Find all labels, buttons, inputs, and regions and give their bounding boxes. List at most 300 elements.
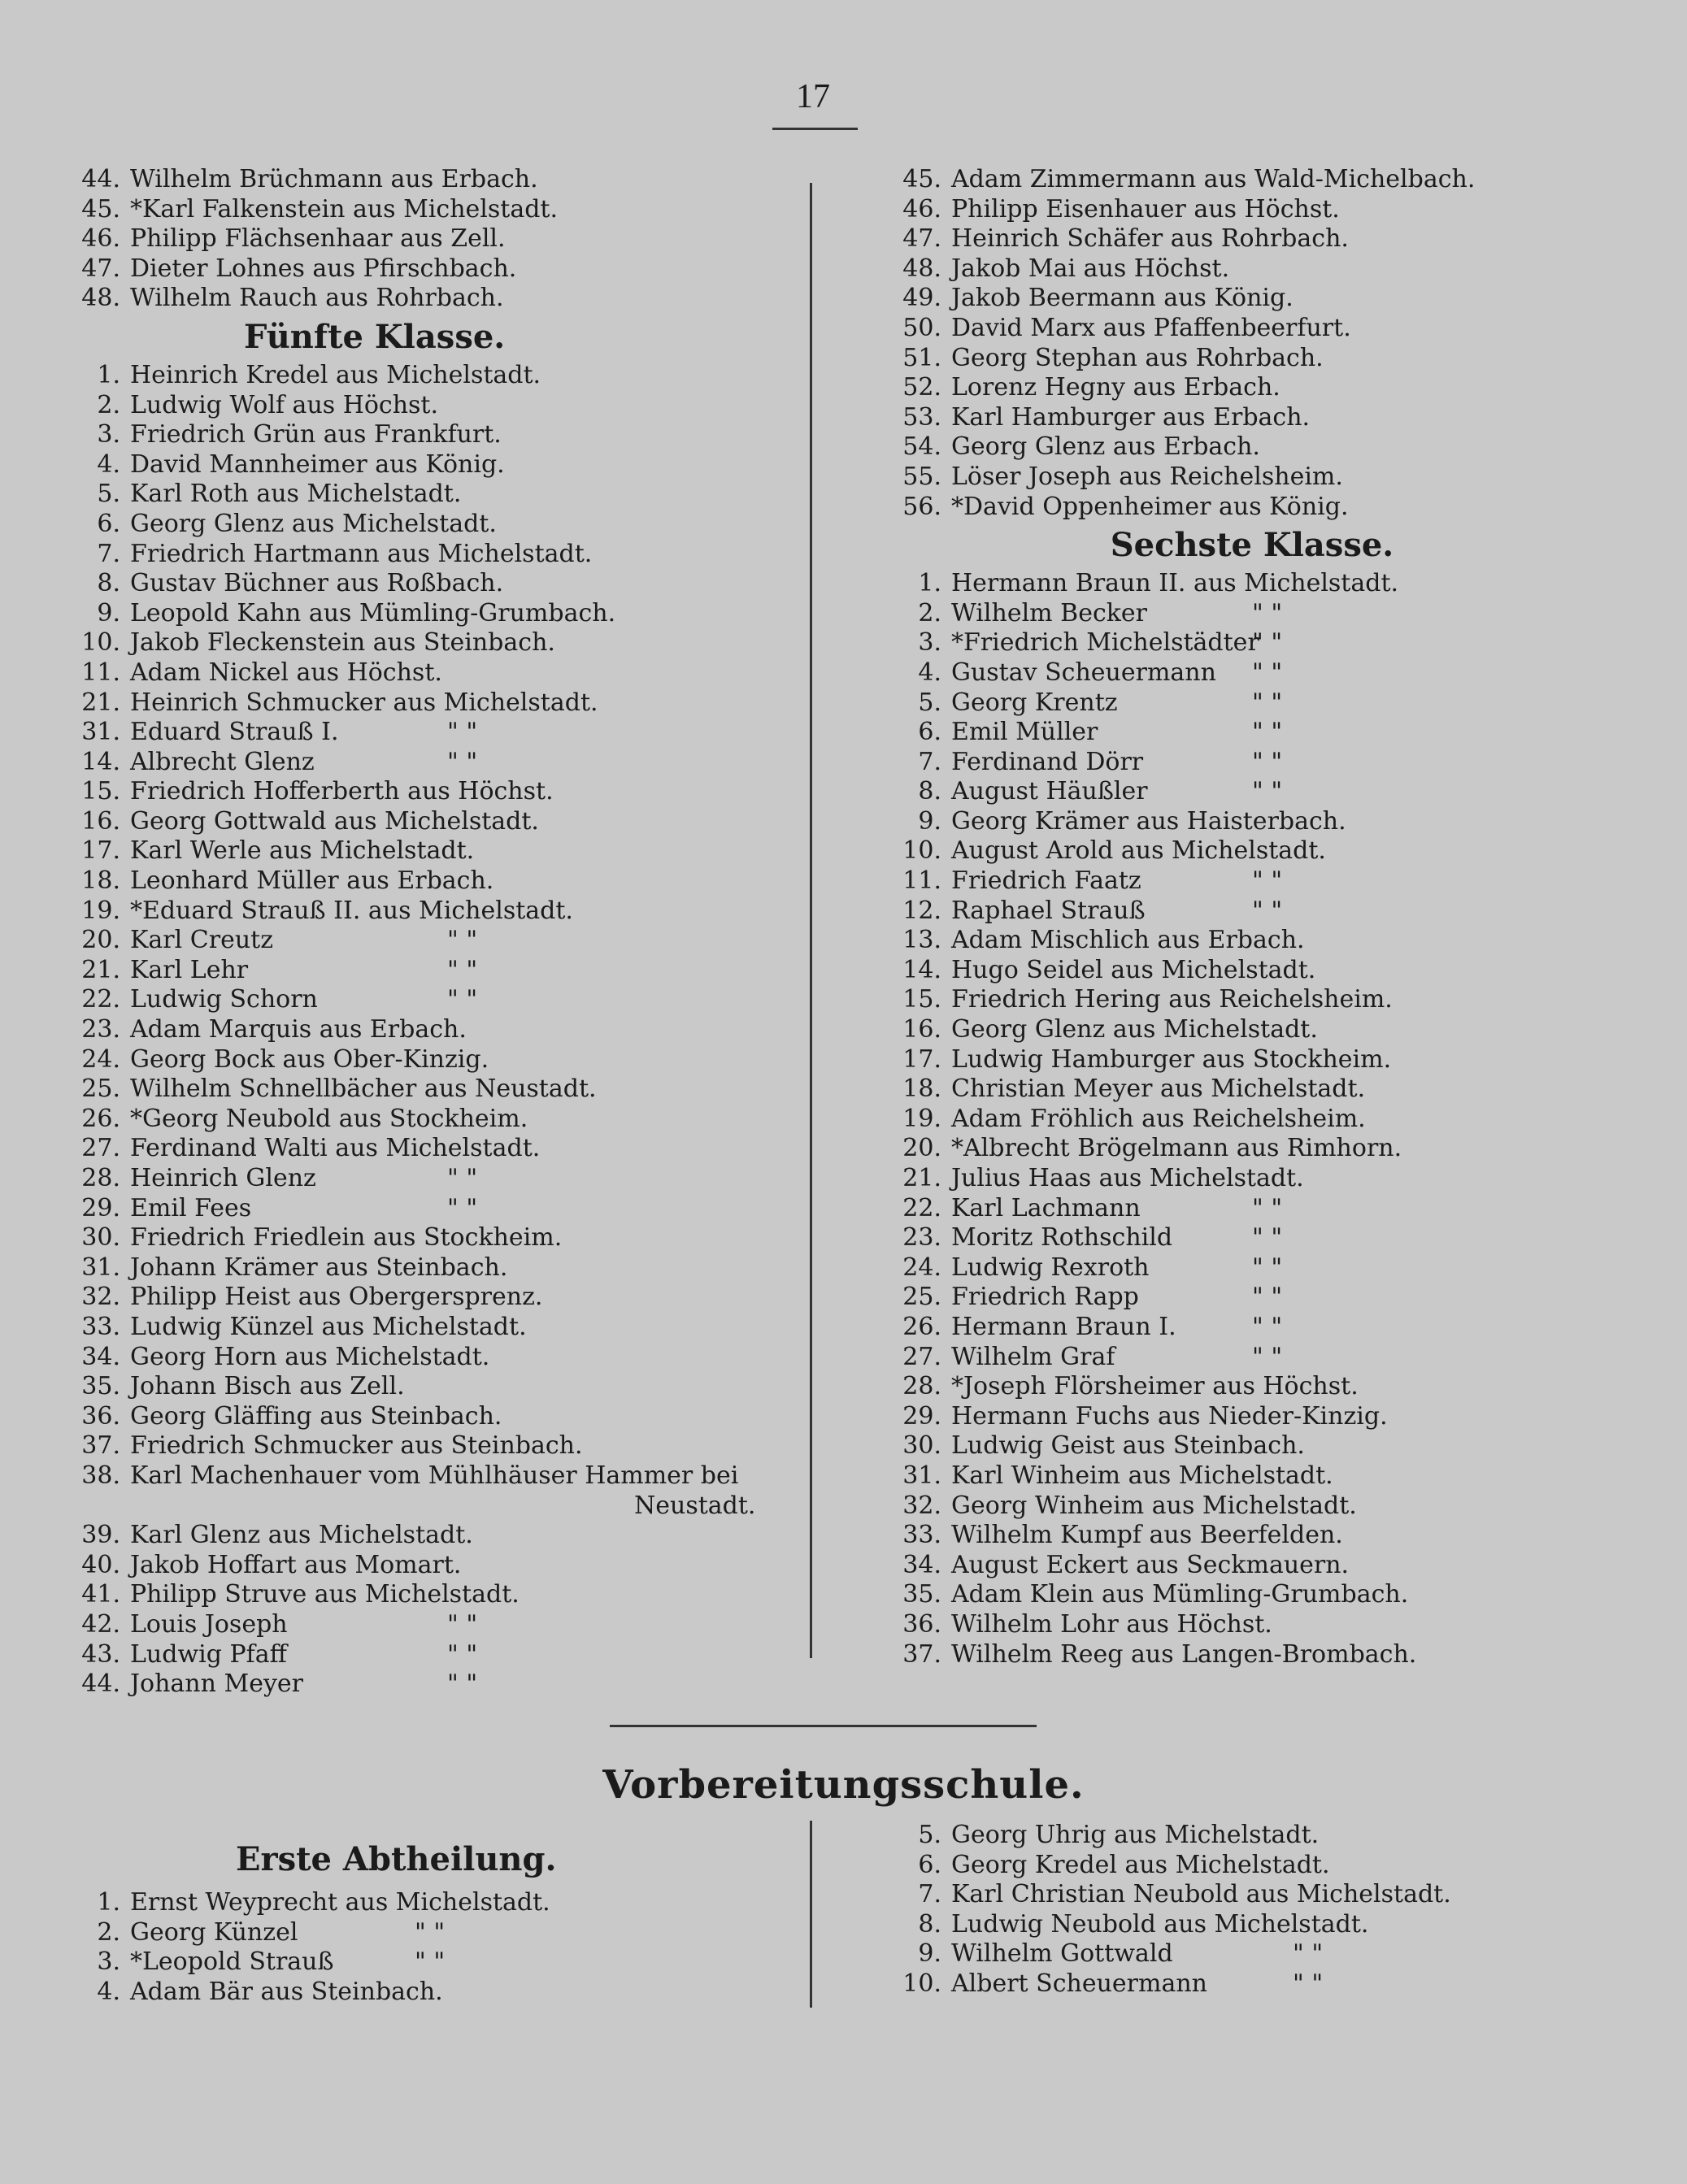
list-item-number: 50.: [902, 313, 941, 342]
ditto-mark: " ": [447, 955, 478, 984]
right-column: [894, 165, 1610, 1669]
ditto-mark: " ": [447, 985, 478, 1014]
list-item-number: 35.: [902, 1580, 941, 1609]
list-item-text: Ludwig Rexroth: [951, 1253, 1150, 1282]
list-item-number: 15.: [81, 777, 120, 806]
list-item: [894, 1402, 1610, 1432]
list-item-number: 41.: [81, 1580, 120, 1609]
list-item-number: 24.: [81, 1044, 120, 1074]
list-item-number: 42.: [81, 1609, 120, 1639]
list-item: [73, 420, 789, 450]
list-item: [894, 432, 1610, 462]
list-item: [73, 480, 789, 510]
list-item-text: Karl Roth aus Michelstadt.: [130, 480, 462, 509]
list-item: [894, 373, 1610, 403]
list-item: [73, 866, 789, 897]
list-item-text: Ferdinand Dörr: [951, 747, 1144, 776]
ditto-mark: " ": [1252, 777, 1283, 806]
list-item-number: 39.: [81, 1521, 120, 1550]
list-item: [73, 836, 789, 866]
ditto-mark: " ": [1252, 1193, 1283, 1222]
list-item: [894, 1164, 1610, 1194]
list-item: [73, 1105, 789, 1135]
list-item-number: 21.: [902, 1164, 941, 1192]
list-item-number: 32.: [902, 1491, 941, 1520]
list-item-number: 21.: [81, 688, 120, 717]
list-item-text: Adam Nickel aus Höchst.: [130, 658, 442, 687]
ditto-mark: " ": [1252, 1342, 1283, 1371]
list-item: [73, 1640, 789, 1670]
ditto-mark: " ": [1252, 896, 1283, 925]
list-item-number: 2.: [918, 598, 941, 627]
list-item-text: Heinrich Schmucker aus Michelstadt.: [130, 688, 598, 717]
list-item: [73, 1461, 789, 1491]
list-item: [894, 956, 1610, 986]
list-item: [73, 1343, 789, 1373]
ditto-mark: " ": [1252, 688, 1283, 717]
list-item-text: Friedrich Faatz: [951, 866, 1141, 896]
list-item-number: 37.: [902, 1639, 941, 1669]
list-item: [73, 658, 789, 688]
list-item-number: 31.: [902, 1461, 941, 1490]
list-item: [73, 1313, 789, 1343]
list-item: [894, 224, 1610, 254]
list-item-number: 17.: [902, 1044, 941, 1074]
list-item: [894, 688, 1610, 719]
list-item: [894, 1521, 1610, 1551]
list-item-text: Georg Uhrig aus Michelstadt.: [951, 1821, 1320, 1849]
list-item-number: 10.: [902, 836, 941, 866]
list-item: [894, 658, 1610, 688]
list-item-text: Jakob Mai aus Höchst.: [951, 254, 1230, 283]
list-item: [894, 1194, 1610, 1224]
class-six-list: [894, 569, 1610, 1669]
list-item-text: Karl Winheim aus Michelstadt.: [951, 1461, 1333, 1490]
list-item-text: *Friedrich Michelstädter: [951, 628, 1259, 658]
list-item-number: 6.: [918, 1850, 941, 1879]
list-item: [73, 1491, 789, 1522]
list-item: [894, 1431, 1610, 1461]
list-item-text: Moritz Rothschild: [951, 1223, 1173, 1253]
list-item-text: Wilhelm Reeg aus Langen-Brombach.: [951, 1639, 1417, 1669]
list-item-number: 47.: [81, 254, 120, 283]
list-item-text: *Joseph Flörsheimer aus Höchst.: [951, 1372, 1359, 1401]
list-item-number: 15.: [902, 985, 941, 1014]
list-item-number: 13.: [902, 926, 941, 955]
ditto-mark: " ": [1252, 1253, 1283, 1282]
list-item-text: Georg Bock aus Ober-Kinzig.: [130, 1044, 489, 1074]
list-item-number: 9.: [918, 806, 941, 836]
list-item-text: Karl Lachmann: [951, 1193, 1141, 1222]
list-item: [894, 1880, 1610, 1910]
list-item-number: 23.: [81, 1015, 120, 1044]
list-item-text: Georg Glenz aus Michelstadt.: [130, 509, 497, 538]
list-item-text: Heinrich Glenz: [130, 1164, 316, 1192]
list-item-text: Ludwig Schorn: [130, 985, 318, 1014]
list-item-number: 44.: [81, 1669, 120, 1699]
list-item-text: Ludwig Geist aus Steinbach.: [951, 1431, 1305, 1461]
list-item-number: 31.: [81, 718, 120, 747]
ditto-mark: " ": [415, 1917, 446, 1947]
list-item-text: Lorenz Hegny aus Erbach.: [951, 373, 1280, 402]
list-item-number: 4.: [918, 658, 941, 687]
list-item-text: Adam Zimmermann aus Wald-Michelbach.: [951, 165, 1476, 193]
list-item-number: 29.: [902, 1401, 941, 1431]
list-item-text: Friedrich Schmucker aus Steinbach.: [130, 1431, 583, 1461]
list-item: [73, 807, 789, 837]
list-item-text: Gustav Scheuermann: [951, 658, 1216, 687]
list-item-number: 16.: [81, 806, 120, 836]
ditto-mark: " ": [447, 747, 478, 776]
list-item-text: Jakob Hoffart aus Momart.: [130, 1550, 462, 1579]
list-item: [73, 540, 789, 570]
list-item-text: Adam Bär aus Steinbach.: [130, 1977, 443, 2006]
list-item: [894, 1461, 1610, 1491]
list-item-number: 44.: [81, 165, 120, 193]
list-item: [73, 926, 789, 956]
list-item-number: 7.: [918, 747, 941, 776]
list-item-text: Wilhelm Rauch aus Rohrbach.: [130, 284, 504, 313]
ditto-mark: " ": [1252, 598, 1283, 627]
list-item-number: 19.: [81, 896, 120, 925]
list-item-number: 27.: [81, 1134, 120, 1163]
ditto-mark: " ": [1252, 628, 1283, 658]
list-item-text: Karl Christian Neubold aus Michelstadt.: [951, 1880, 1451, 1909]
list-item-number: 51.: [902, 343, 941, 372]
list-item-number: 30.: [902, 1431, 941, 1461]
list-item-number: 48.: [81, 284, 120, 313]
list-item-text: Hermann Braun II. aus Michelstadt.: [951, 569, 1399, 598]
list-item: [73, 391, 789, 421]
list-item-text: Wilhelm Brüchmann aus Erbach.: [130, 165, 538, 193]
list-item-number: 54.: [902, 432, 941, 462]
list-item-text: Philipp Flächsenhaar aus Zell.: [130, 224, 506, 254]
list-item-text: August Häußler: [951, 777, 1148, 806]
list-item-text: Adam Mischlich aus Erbach.: [951, 926, 1305, 955]
list-item: [894, 866, 1610, 897]
list-item-text: Georg Künzel: [130, 1917, 298, 1947]
list-item: [73, 718, 789, 748]
list-item: [894, 493, 1610, 523]
list-item-number: 27.: [902, 1342, 941, 1371]
ditto-mark: " ": [1252, 1223, 1283, 1253]
list-item-text: *Georg Neubold aus Stockheim.: [130, 1104, 528, 1133]
list-item-text: Eduard Strauß I.: [130, 718, 339, 747]
list-item-number: 33.: [81, 1312, 120, 1341]
list-item-text: *Karl Falkenstein aus Michelstadt.: [130, 194, 558, 224]
list-item-number: 34.: [902, 1550, 941, 1579]
list-item-text: Johann Krämer aus Steinbach.: [130, 1253, 508, 1282]
list-item-number: 21.: [81, 955, 120, 984]
list-item-text: Christian Meyer aus Michelstadt.: [951, 1075, 1366, 1104]
list-item-number: 40.: [81, 1550, 120, 1579]
list-item-text: Georg Krämer aus Haisterbach.: [951, 806, 1346, 836]
list-item-number: 38.: [81, 1461, 120, 1490]
list-item-number: 56.: [902, 492, 941, 521]
list-item: [894, 1939, 1610, 1969]
list-item-number: 8.: [918, 1909, 941, 1939]
list-item-text: Heinrich Schäfer aus Rohrbach.: [951, 224, 1349, 254]
list-item-text: Leonhard Müller aus Erbach.: [130, 866, 494, 896]
list-item-text: Wilhelm Graf: [951, 1342, 1115, 1371]
list-item-text: Georg Glenz aus Michelstadt.: [951, 1015, 1318, 1044]
list-item-number: 46.: [81, 224, 120, 254]
ditto-mark: " ": [1293, 1969, 1324, 1998]
list-item-number: 29.: [81, 1193, 120, 1222]
list-item-text: Georg Kredel aus Michelstadt.: [951, 1850, 1330, 1879]
list-item: [894, 254, 1610, 284]
ditto-mark: " ": [1252, 1312, 1283, 1341]
list-item: [894, 165, 1610, 195]
list-item-number: 45.: [902, 165, 941, 193]
list-item-text: *Leopold Strauß: [130, 1947, 334, 1977]
list-item: [894, 718, 1610, 748]
ditto-mark: " ": [415, 1947, 446, 1977]
list-item-number: 6.: [97, 509, 120, 538]
list-item-text: Ludwig Pfaff: [130, 1639, 287, 1669]
list-item-number: 26.: [81, 1104, 120, 1133]
list-item: [73, 897, 789, 927]
list-item-text: Johann Bisch aus Zell.: [130, 1372, 405, 1401]
ditto-mark: " ": [447, 1669, 478, 1699]
list-item-number: 5.: [97, 480, 120, 509]
first-division-heading: Erste Abtheilung.: [236, 1840, 557, 1878]
list-item-number: 48.: [902, 254, 941, 283]
list-item-text: Georg Stephan aus Rohrbach.: [951, 343, 1324, 372]
list-item: [894, 403, 1610, 433]
list-item-text: Albrecht Glenz: [130, 747, 315, 776]
list-item-number: 26.: [902, 1312, 941, 1341]
list-item-text: Leopold Kahn aus Mümling-Grumbach.: [130, 598, 616, 627]
class-five-heading: Fünfte Klasse.: [244, 317, 506, 356]
list-item: [894, 926, 1610, 956]
list-item-text: Ernst Weyprecht aus Michelstadt.: [130, 1888, 550, 1917]
list-item: [73, 1610, 789, 1640]
list-item: [73, 1947, 789, 1978]
section-rule: [610, 1725, 1037, 1727]
list-item-text: Wilhelm Kumpf aus Beerfelden.: [951, 1521, 1343, 1550]
list-item-text: Hermann Braun I.: [951, 1312, 1176, 1341]
list-item-text: Ludwig Neubold aus Michelstadt.: [951, 1909, 1369, 1939]
list-item: [894, 1580, 1610, 1610]
list-item-number: 9.: [97, 598, 120, 627]
ditto-mark: " ": [1293, 1939, 1324, 1969]
list-item-text: Wilhelm Schnellbächer aus Neustadt.: [130, 1075, 597, 1104]
list-item: [894, 1313, 1610, 1343]
first-division-list-continued: [894, 1821, 1610, 1999]
list-item: [73, 195, 789, 225]
list-item-text: Friedrich Friedlein aus Stockheim.: [130, 1223, 563, 1253]
list-item: [894, 1105, 1610, 1135]
list-item-number: 35.: [81, 1372, 120, 1401]
list-item-number: 23.: [902, 1223, 941, 1253]
list-item-text: Ludwig Künzel aus Michelstadt.: [130, 1312, 527, 1341]
list-item-text: Adam Klein aus Mümling-Grumbach.: [951, 1580, 1409, 1609]
ditto-mark: " ": [1252, 866, 1283, 896]
list-item-text: Georg Krentz: [951, 688, 1118, 717]
list-item: [73, 1431, 789, 1461]
ditto-mark: " ": [447, 1164, 478, 1192]
list-item-text: David Mannheimer aus König.: [130, 449, 505, 479]
list-item-number: 5.: [918, 1821, 941, 1849]
list-item-text: Julius Haas aus Michelstadt.: [951, 1164, 1304, 1192]
list-item: [894, 897, 1610, 927]
list-item: [73, 224, 789, 254]
list-item-text: Ludwig Hamburger aus Stockheim.: [951, 1044, 1392, 1074]
list-item-number: 4.: [97, 1977, 120, 2006]
list-item: [894, 1851, 1610, 1881]
list-item: [894, 628, 1610, 658]
ditto-mark: " ": [447, 1639, 478, 1669]
list-item: [894, 1134, 1610, 1164]
list-item: [73, 165, 789, 195]
list-item: [894, 1821, 1610, 1851]
ditto-mark: " ": [447, 718, 478, 747]
list-item: [73, 1580, 789, 1610]
list-item: [73, 1888, 789, 1918]
list-item-text: Karl Glenz aus Michelstadt.: [130, 1521, 473, 1550]
list-item-text: Friedrich Hartmann aus Michelstadt.: [130, 539, 593, 568]
list-item-number: 33.: [902, 1521, 941, 1550]
list-item-number: 9.: [918, 1939, 941, 1969]
bottom-right-column: [894, 1821, 1610, 1999]
list-item-text: Neustadt.: [634, 1491, 756, 1520]
list-item: [73, 628, 789, 658]
list-item-text: Karl Hamburger aus Erbach.: [951, 402, 1311, 432]
list-item-number: 1.: [97, 360, 120, 389]
list-item-number: 8.: [97, 569, 120, 598]
list-item: [894, 344, 1610, 374]
list-item-text: Dieter Lohnes aus Pfirschbach.: [130, 254, 517, 283]
list-item-number: 53.: [902, 402, 941, 432]
list-item-number: 10.: [81, 628, 120, 658]
list-item: [73, 1521, 789, 1551]
list-item-number: 7.: [918, 1880, 941, 1909]
list-item-text: Raphael Strauß: [951, 896, 1146, 925]
list-item: [73, 1918, 789, 1948]
list-item-number: 1.: [97, 1888, 120, 1917]
list-item: [894, 1910, 1610, 1940]
list-item-text: Gustav Büchner aus Roßbach.: [130, 569, 504, 598]
list-item-number: 2.: [97, 390, 120, 419]
list-item-text: Hermann Fuchs aus Nieder-Kinzig.: [951, 1401, 1388, 1431]
list-item-number: 18.: [902, 1075, 941, 1104]
page-number-rule: [772, 128, 858, 130]
list-item-text: Friedrich Grün aus Frankfurt.: [130, 420, 502, 449]
list-item-number: 36.: [81, 1401, 120, 1431]
list-item-number: 14.: [81, 747, 120, 776]
list-item-number: 31.: [81, 1253, 120, 1282]
list-item-number: 11.: [81, 658, 120, 687]
list-item: [73, 1075, 789, 1105]
list-item-number: 47.: [902, 224, 941, 254]
list-item-text: Wilhelm Lohr aus Höchst.: [951, 1609, 1272, 1639]
list-item-number: 3.: [97, 420, 120, 449]
list-item-number: 32.: [81, 1283, 120, 1312]
ditto-mark: " ": [1252, 658, 1283, 687]
list-item-text: Wilhelm Becker: [951, 598, 1148, 627]
bottom-left-column: [73, 1831, 789, 2007]
list-item: [73, 1223, 789, 1253]
list-item: [894, 1551, 1610, 1581]
list-item-text: Ludwig Wolf aus Höchst.: [130, 390, 439, 419]
ditto-mark: " ": [447, 1609, 478, 1639]
list-item: [894, 985, 1610, 1015]
list-item-number: 52.: [902, 373, 941, 402]
list-item-number: 1.: [918, 569, 941, 598]
list-item-number: 30.: [81, 1223, 120, 1253]
list-item: [894, 1015, 1610, 1045]
list-item-text: Philipp Struve aus Michelstadt.: [130, 1580, 520, 1609]
list-item-number: 12.: [902, 896, 941, 925]
list-item-number: 19.: [902, 1104, 941, 1133]
list-item-number: 20.: [81, 926, 120, 955]
list-item-number: 11.: [902, 866, 941, 896]
list-item-number: 45.: [81, 194, 120, 224]
page-number: 17: [796, 78, 830, 115]
list-item-text: Georg Horn aus Michelstadt.: [130, 1342, 490, 1371]
list-item: [73, 1045, 789, 1075]
list-item-text: Karl Machenhauer vom Mühlhäuser Hammer bei: [130, 1461, 739, 1490]
class-five-list: [73, 361, 789, 1700]
list-item-text: Albert Scheuermann: [951, 1969, 1207, 1998]
list-item-number: 3.: [97, 1947, 120, 1977]
list-item-number: 4.: [97, 449, 120, 479]
left-column: [73, 165, 789, 1700]
list-item: [894, 1223, 1610, 1253]
list-item-text: Louis Joseph: [130, 1609, 288, 1639]
list-item: [73, 450, 789, 480]
list-item-number: 10.: [902, 1969, 941, 1998]
first-division-list: [73, 1888, 789, 2007]
list-item-number: 3.: [918, 628, 941, 658]
list-item-number: 46.: [902, 194, 941, 224]
list-item-text: *Eduard Strauß II. aus Michelstadt.: [130, 896, 573, 925]
list-item-number: 34.: [81, 1342, 120, 1371]
list-item: [894, 748, 1610, 778]
left-top-list: [73, 165, 789, 314]
list-item: [894, 807, 1610, 837]
list-item-number: 22.: [81, 985, 120, 1014]
list-item-text: Heinrich Kredel aus Michelstadt.: [130, 360, 541, 389]
list-item: [894, 462, 1610, 493]
list-item: [73, 1015, 789, 1045]
list-item-text: Wilhelm Gottwald: [951, 1939, 1173, 1969]
list-item: [73, 1253, 789, 1283]
list-item-text: Friedrich Hering aus Reichelsheim.: [951, 985, 1393, 1014]
list-item-number: 7.: [97, 539, 120, 568]
list-item: [73, 510, 789, 540]
list-item-text: Karl Creutz: [130, 926, 274, 955]
list-item-text: Johann Meyer: [130, 1669, 303, 1699]
list-item-number: 43.: [81, 1639, 120, 1669]
list-item-text: *David Oppenheimer aus König.: [951, 492, 1349, 521]
list-item: [894, 1491, 1610, 1522]
list-item-text: Emil Müller: [951, 718, 1098, 747]
list-item: [894, 1640, 1610, 1670]
list-item-text: Georg Winheim aus Michelstadt.: [951, 1491, 1357, 1520]
list-item-text: Emil Fees: [130, 1193, 252, 1222]
list-item-text: Adam Marquis aus Erbach.: [130, 1015, 467, 1044]
list-item: [73, 748, 789, 778]
bottom-column-divider: [810, 1821, 812, 2008]
list-item-number: 55.: [902, 462, 941, 491]
list-item: [73, 688, 789, 719]
list-item-text: Philipp Heist aus Obergersprenz.: [130, 1283, 543, 1312]
ditto-mark: " ": [1252, 718, 1283, 747]
list-item: [894, 1372, 1610, 1402]
list-item-number: 25.: [81, 1075, 120, 1104]
